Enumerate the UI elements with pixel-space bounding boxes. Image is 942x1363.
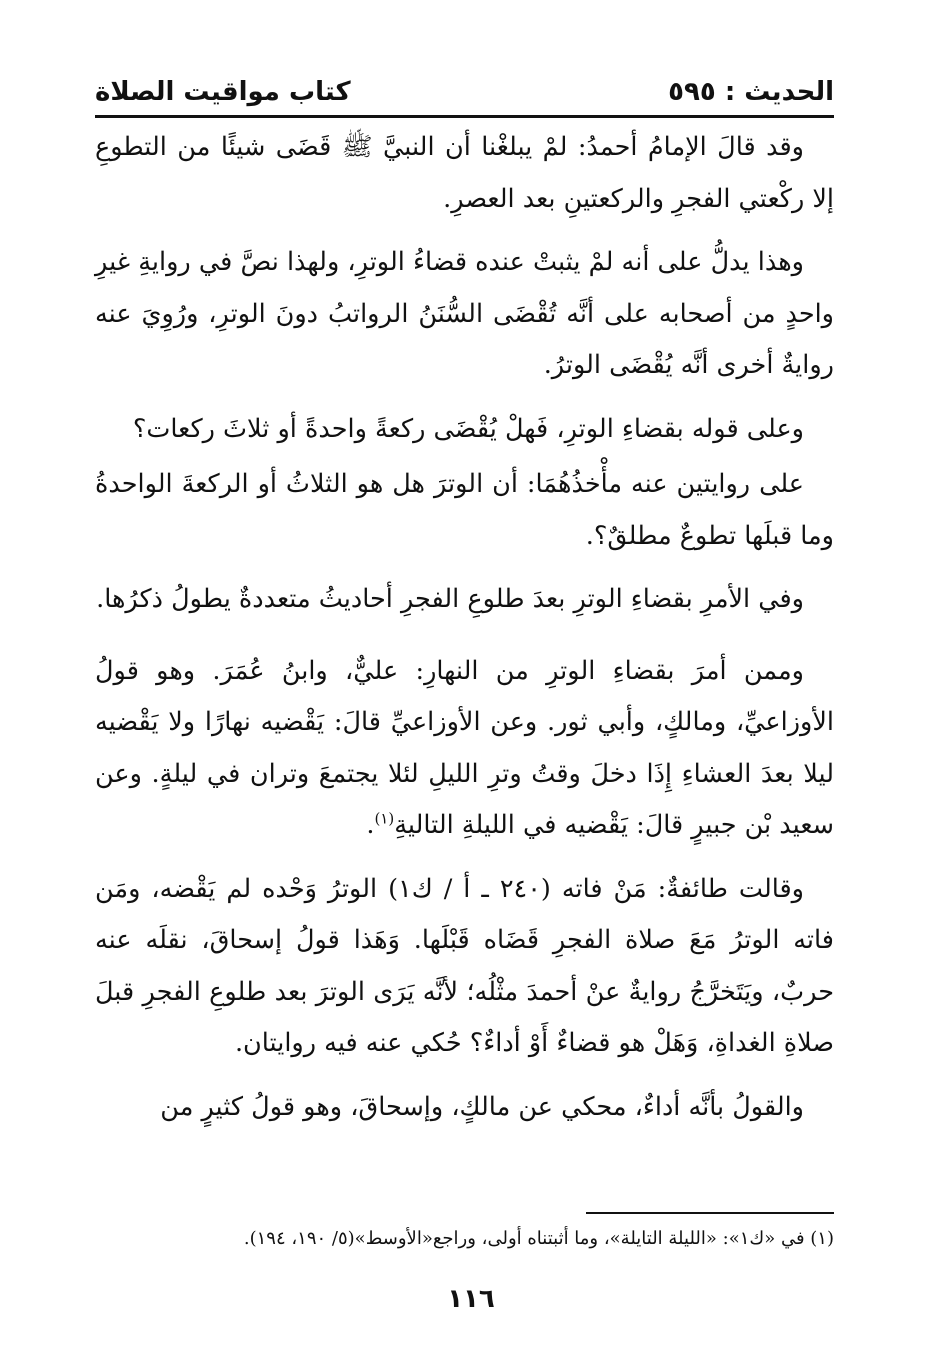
- paragraph-7: وقالت طائفةٌ: مَنْ فاته (٢٤٠ ـ أ / ك١) الوترُ وَحْده لم يَقْضه، ومَن فاته الوترُ مَعَ صلاة الفجرِ قَضَاه قَبْلَها. وَهَذا قولُ إسحاقَ، نقلَه عنه حربٌ، ويَتَخرَّجُ روايةٌ عنْ أحمدَ مثْلُه؛ لأنَّه يَرَى الوترَ بعد طلوعِ الفجرِ قبلَ صلاةِ الغداةِ، وَهَلْ هو قضاءٌ أَوْ أداءٌ؟ حُكي عنه فيه روايتان.: [95, 873, 834, 1058]
- running-header: [95, 72, 834, 112]
- main-text: [95, 122, 834, 1145]
- book-title: كتاب مواقيت الصلاة: [95, 77, 351, 107]
- page-number: ١١٦: [447, 1284, 495, 1314]
- paragraph-1: وقد قالَ الإمامُ أحمدُ: لمْ يبلغْنا أن النبيَّ ﷺ قَضَى شيئًا من التطوعِ إلا ركْعتي الفجرِ والركعتينِ بعد العصرِ.: [95, 132, 834, 214]
- header-rule: [95, 115, 834, 118]
- paragraph-5: وفي الأمرِ بقضاءِ الوترِ بعدَ طلوعِ الفجرِ أحاديثُ متعددةٌ يطولُ ذكرُها.: [96, 584, 804, 614]
- paragraph-6: وممن أمرَ بقضاءِ الوترِ من النهارِ: عليٌّ، وابنُ عُمَرَ. وهو قولُ الأوزاعيِّ، ومالكٍ، وأبي ثور. وعن الأوزاعيِّ قالَ: يَقْضيه نهارًا ولا يَقْضيه ليلا بعدَ العشاءِ إِذَا دخلَ وقتُ وترِ الليلِ لئلا يجتمعَ وتران في ليلةٍ. وعن سعيد بْن جبيرٍ قالَ: يَقْضيه في الليلةِ التاليةِ$^{(١)}$.: [95, 655, 834, 840]
- paragraph-6-text: وممن أمرَ بقضاءِ الوترِ من النهارِ: عليٌّ، وابنُ عُمَرَ. وهو قولُ الأوزاعيِّ، ومالكٍ، وأبي ثور. وعن الأوزاعيِّ قالَ: يَقْضيه نهارًا ولا يَقْضيه ليلا بعدَ العشاءِ إِذَا دخلَ وقتُ وترِ الليلِ لئلا يجتمعَ وتران في ليلةٍ. وعن سعيد بْن جبيرٍ قالَ: يَقْضيه في الليلةِ التاليةِ: [95, 655, 834, 840]
- paragraph-2: وهذا يدلُّ على أنه لمْ يثبتْ عنده قضاءُ الوترِ، ولهذا نصَّ في روايةِ غيرِ واحدٍ من أصحابه على أنَّه تُقْضَى السُّنَنُ الرواتبُ دونَ الوترِ، ورُوِيَ عنه روايةٌ أخرى أنَّه يُقْضَى الوترُ.: [95, 247, 834, 380]
- footnote-reference: (١): [374, 809, 395, 828]
- paragraph-4: على روايتين عنه مأْخذُهُمَا: أن الوترَ هل هو الثلاثُ أو الركعةَ الواحدةُ وما قبلَها تطوعٌ مطلقٌ؟.: [95, 469, 834, 551]
- footnote: (١) في «ك١»: «الليلة التايلة»، وما أثبتناه أولى، وراجع«الأوسط»(٥/ ١٩٠، ١٩٤).: [243, 1228, 834, 1249]
- hadith-number: الحديث : ٥٩٥: [668, 77, 834, 107]
- paragraph-8: والقولُ بأنَّه أداءٌ، محكي عن مالكٍ، وإسحاقَ، وهو قولُ كثيرٍ من: [160, 1091, 804, 1122]
- footnote-rule: [586, 1212, 834, 1214]
- paragraph-3: وعلى قوله بقضاءِ الوترِ، فَهلْ يُقْضَى ركعةً واحدةً أو ثلاثَ ركعات؟: [132, 413, 804, 444]
